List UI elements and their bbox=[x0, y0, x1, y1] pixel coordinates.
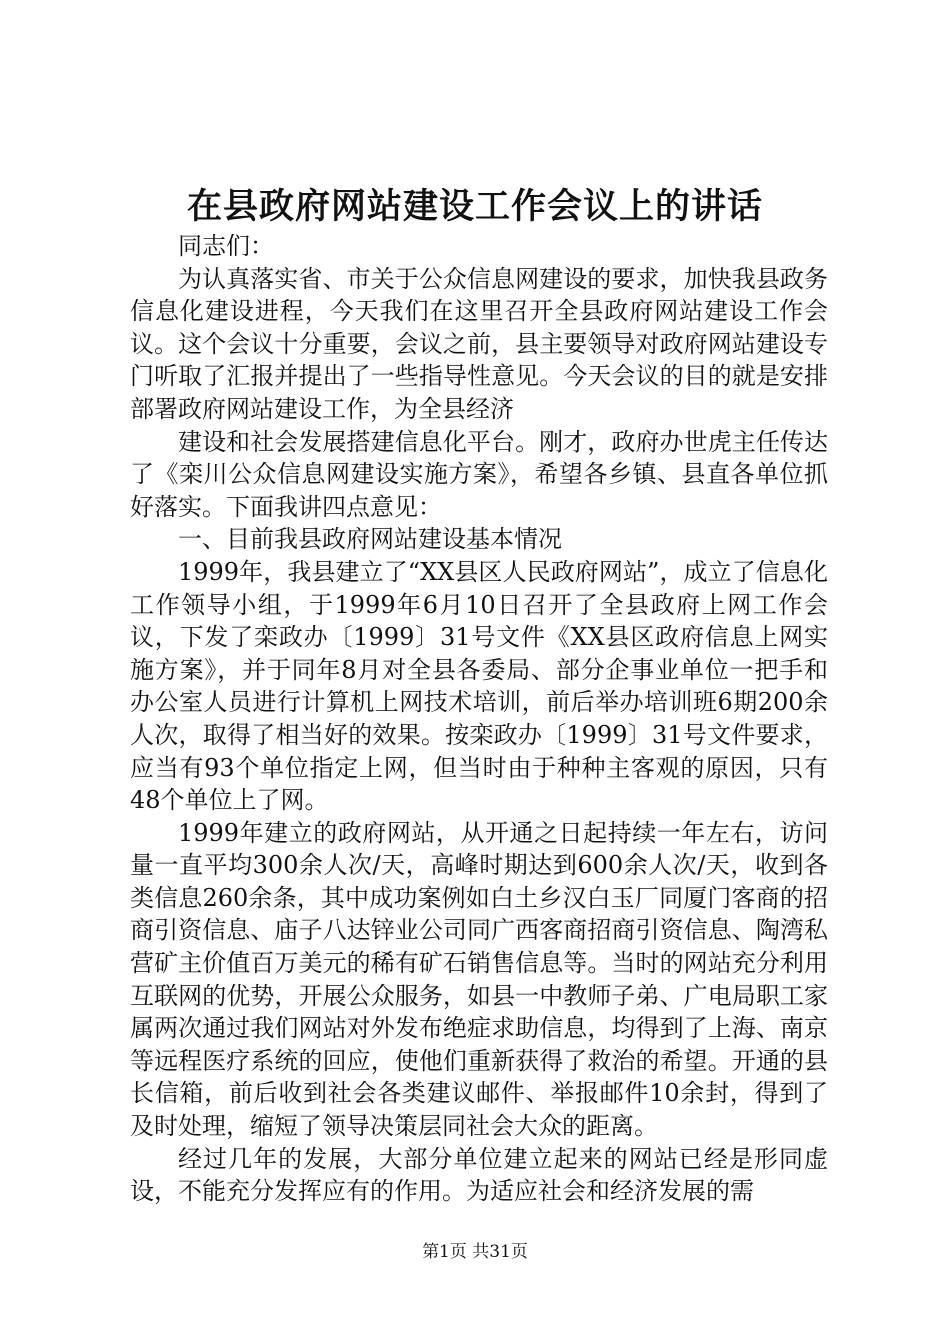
body-paragraph: 经过几年的发展，大部分单位建立起来的网站已经是形同虚设，不能充分发挥应有的作用。为适应社会和经济发展的需 bbox=[130, 1144, 828, 1206]
greeting-paragraph: 同志们： bbox=[178, 232, 274, 260]
document-title: 在县政府网站建设工作会议上的讲话 bbox=[186, 186, 763, 227]
document-body bbox=[130, 230, 828, 1208]
body-paragraph: 为认真落实省、市关于公众信息网建设的要求，加快我县政务信息化建设进程，今天我们在这里召开全县政府网站建设工作会议。这个会议十分重要，会议之前，县主要领导对政府网站建设专门听取了汇报并提出了一些指导性意见。今天会议的目的就是安排部署政府网站建设工作，为全县经济 bbox=[130, 264, 828, 423]
section-heading: 一、目前我县政府网站建设基本情况 bbox=[178, 525, 562, 554]
body-paragraph: 1999年，我县建立了“XX县区人民政府网站”，成立了信息化工作领导小组，于1999年6月10日召开了全县政府上网工作会议，下发了栾政办〔1999〕31号文件《XX县区政府信息上网实施方案》，并于同年8月对全县各委局、部分企事业单位一把手和办公室人员进行计算机上网技术培训，前后举办培训班6期200余人次，取得了相当好的效果。按栾政办〔1999〕31号文件要求，应当有93个单位指定上网，但当时由于种种主客观的原因，只有48个单位上了网。 bbox=[130, 557, 828, 815]
page-footer: 第1页 共31页 bbox=[422, 1242, 528, 1262]
body-paragraph: 1999年建立的政府网站，从开通之日起持续一年左右，访问量一直平均300余人次/天，高峰时期达到600余人次/天，收到各类信息260余条，其中成功案例如白土乡汉白玉厂同厦门客商的招商引资信息、庙子八达锌业公司同广西客商招商引资信息、陶湾私营矿主价值百万美元的稀有矿石销售信息等。当时的网站充分利用互联网的优势，开展公众服务，如县一中教师子弟、广电局职工家属两次通过我们网站对外发布绝症求助信息，均得到了上海、南京等远程医疗系统的回应，使他们重新获得了救治的希望。开通的县长信箱，前后收到社会各类建议邮件、举报邮件10余封，得到了及时处理，缩短了领导决策层同社会大众的距离。 bbox=[130, 818, 828, 1141]
body-paragraph: 建设和社会发展搭建信息化平台。刚才，政府办世虎主任传达了《栾川公众信息网建设实施方案》，希望各乡镇、县直各单位抓好落实。下面我讲四点意见： bbox=[130, 427, 828, 521]
